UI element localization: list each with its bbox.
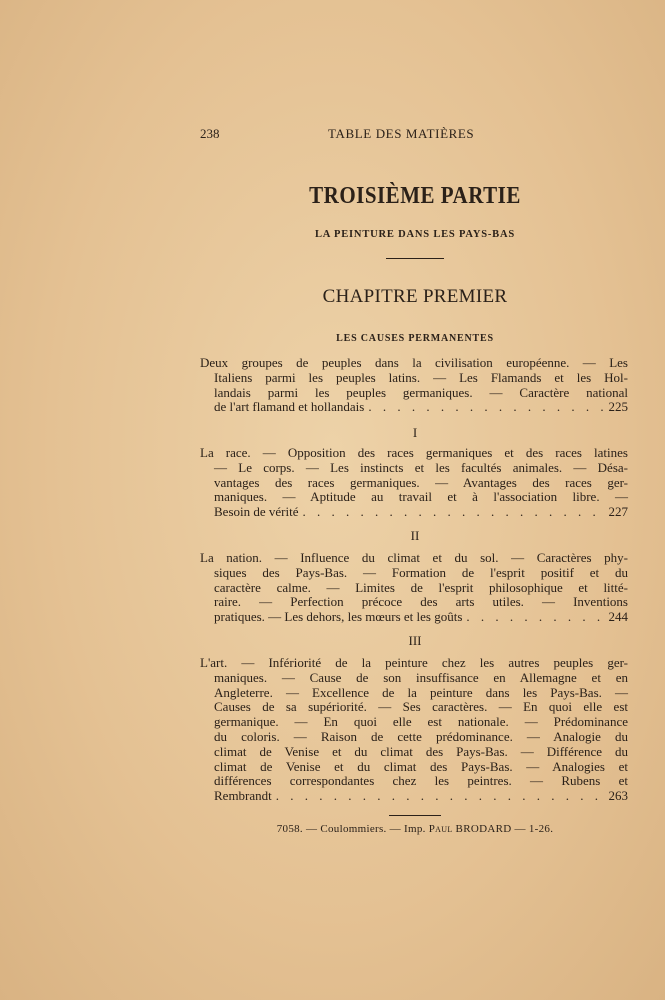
entry-page-ref: 227 (608, 504, 628, 520)
toc-entry-section-ii (200, 551, 628, 625)
entry-line: Causes de sa supériorité. — Ses caractères. — En quoi elle est (214, 699, 628, 715)
page-number: 238 (200, 126, 220, 141)
entry-line: L'art. — Infériorité de la peinture chez les autres peuples ger- (200, 655, 628, 670)
entry-line: La race. — Opposition des races germaniques et des races latines (200, 445, 628, 460)
entry-line: Deux groupes de peuples dans la civilisation européenne. — Les (200, 355, 628, 370)
entry-line: climat de Venise et du climat des Pays-Bas. — Différence du (214, 743, 628, 759)
divider-rule (386, 258, 444, 259)
printer-imprint (200, 823, 630, 835)
entry-page-ref: 225 (608, 399, 628, 415)
entry-line: La nation. — Influence du climat et du sol. — Caractères phy- (200, 550, 628, 565)
dot-leader (466, 610, 604, 625)
part-title: TROISIÈME PARTIE (309, 181, 521, 209)
entry-page-ref: 244 (608, 609, 628, 625)
toc-entry-section-iii (200, 656, 628, 804)
entry-line: maniques. — Cause de son insuffisance en Allemagne et en (214, 669, 628, 685)
running-title: TABLE DES MATIÈRES (328, 126, 475, 141)
entry-leader-line (200, 400, 628, 415)
entry-line: Angleterre. — Excellence de la peinture dans les Pays-Bas. — (214, 684, 628, 700)
imprint-prefix: 7058. — Coulommiers. — Imp. (276, 823, 426, 835)
chapter-subtitle: LES CAUSES PERMANENTES (336, 333, 494, 344)
section-numeral-i: I (412, 425, 418, 440)
entry-line: siques des Pays-Bas. — Formation de l'esprit positif et du (214, 564, 628, 580)
toc-entry-section-i (200, 446, 628, 520)
entry-line: vantages des races germaniques. — Avantages des races ger- (214, 474, 628, 490)
toc-entry-intro (200, 356, 628, 415)
entry-last-text: de l'art flamand et hollandais (214, 399, 365, 415)
entry-line: maniques. — Aptitude au travail et à l'association libre. — (214, 489, 628, 505)
entry-last-text: Rembrandt (214, 788, 272, 804)
chapter-title: CHAPITRE PREMIER (322, 286, 508, 307)
entry-last-text: pratiques. — Les dehors, les mœurs et les goûts (214, 609, 463, 625)
entry-line: landais parmi les peuples germaniques. — Caractère national (214, 384, 628, 400)
entry-line: climat de Venise et du climat des Pays-Bas. — Analogies et (214, 758, 628, 774)
entry-leader-line (200, 505, 628, 520)
entry-line: — Le corps. — Les instincts et les facultés animales. — Désa- (214, 459, 628, 475)
entry-page-ref: 263 (608, 788, 628, 804)
entry-last-text: Besoin de vérité (214, 504, 299, 520)
imprint-printer: Paul BRODARD (428, 823, 512, 835)
entry-line: raire. — Perfection précoce des arts utiles. — Inventions (214, 594, 628, 610)
running-head (0, 126, 665, 144)
section-numeral-iii: III (408, 633, 422, 648)
dot-leader (276, 789, 605, 804)
section-numeral-ii: II (410, 528, 420, 543)
entry-line: du coloris. — Raison de cette prédominance. — Analogie du (214, 728, 628, 744)
entry-leader-line (200, 610, 628, 625)
entry-line: caractère calme. — Limites de l'esprit philosophique et litté- (214, 579, 628, 595)
entry-line: différences correspondantes chez les peintres. — Rubens et (214, 773, 628, 789)
part-subtitle: LA PEINTURE DANS LES PAYS-BAS (315, 229, 515, 240)
dot-leader (302, 505, 604, 520)
dot-leader (368, 400, 604, 415)
entry-leader-line (200, 789, 628, 804)
imprint-suffix: — 1-26. (514, 823, 554, 835)
footer-rule (389, 815, 441, 816)
entry-line: Italiens parmi les peuples latins. — Les Flamands et les Hol- (214, 369, 628, 385)
entry-line: germanique. — En quoi elle est nationale. — Prédominance (214, 714, 628, 730)
